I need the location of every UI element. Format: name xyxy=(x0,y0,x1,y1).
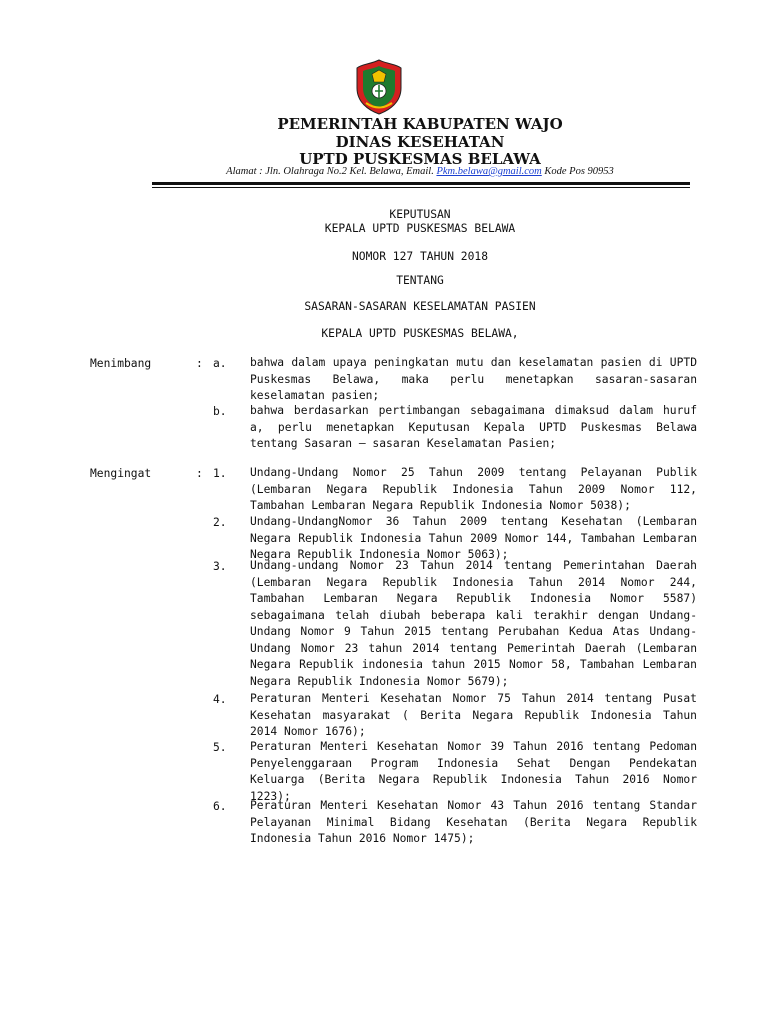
mengingat-item: Undang-Undang Nomor 25 Tahun 2009 tentang Pelayanan Publik (Lembaran Negara Republik Indonesia Tahun 2009 Nomor 112, Tambahan Lembaran Negara Republik Indonesia Nomor 5038); xyxy=(250,466,697,512)
list-marker: a. xyxy=(213,357,227,370)
decree-heading: KEPUTUSAN xyxy=(389,208,451,221)
mengingat-item: Peraturan Menteri Kesehatan Nomor 39 Tahun 2016 tentang Pedoman Penyelenggaraan Program Indonesia Sehat Dengan Pendekatan Keluarga (Berita Negara Republik Indonesia Tahun 2016 Nomor 1223); xyxy=(250,740,697,803)
menimbang-item: bahwa berdasarkan pertimbangan sebagaimana dimaksud dalam huruf a, perlu menetapkan Keputusan Kepala UPTD Puskesmas Belawa tentang Sasaran – sasaran Keselamatan Pasien; xyxy=(250,404,697,450)
header-address xyxy=(120,166,720,177)
mengingat-label: Mengingat xyxy=(90,467,152,480)
menimbang-colon: : xyxy=(196,357,203,370)
email-link[interactable]: Pkm.belawa@gmail.com xyxy=(436,166,542,177)
list-marker: 6. xyxy=(213,800,227,813)
wajo-regency-emblem-icon xyxy=(354,58,404,116)
mengingat-item: Undang-UndangNomor 36 Tahun 2009 tentang Kesehatan (Lembaran Negara Republik Indonesia Tahun 2009 Nomor 144, Tambahan Lembaran Negara Republik Indonesia Nomor 5063); xyxy=(250,515,697,561)
decree-number: NOMOR 127 TAHUN 2018 xyxy=(351,250,489,263)
address-suffix: Kode Pos 90953 xyxy=(541,166,614,177)
list-marker: 5. xyxy=(213,741,227,754)
mengingat-item: Undang-undang Nomor 23 Tahun 2014 tentang Pemerintahan Daerah (Lembaran Negara Republik Indonesia Tahun 2014 Nomor 244, Tambahan Lembaran Negara Republik Indonesia Nomor 5587) sebagaimana telah diubah beberapa kali terakhir dengan Undang-Undang Nomor 9 Tahun 2015 tentang Perubahan Kedua Atas Undang-Undang Nomor 23 tahun 2014 tentang Pemerintah Daerah (Lembaran Negara Republik indonesia tahun 2015 Nomor 58, Tambahan Lembaran Negara Republik Indonesia Nomor 5679); xyxy=(250,559,697,688)
header-divider-thick xyxy=(152,182,690,185)
menimbang-item: bahwa dalam upaya peningkatan mutu dan keselamatan pasien di UPTD Puskesmas Belawa, maka perlu menetapkan sasaran-sasaran keselamatan pasien; xyxy=(250,356,697,402)
list-marker: b. xyxy=(213,405,227,418)
decree-about-label: TENTANG xyxy=(396,274,444,287)
decree-subject: SASARAN-SASARAN KESELAMATAN PASIEN xyxy=(304,300,536,313)
mengingat-colon: : xyxy=(196,467,203,480)
header-agency-name: DINAS KESEHATAN xyxy=(335,133,505,151)
header-unit-name: UPTD PUSKESMAS BELAWA xyxy=(299,150,541,168)
mengingat-item: Peraturan Menteri Kesehatan Nomor 75 Tahun 2014 tentang Pusat Kesehatan masyarakat ( Berita Negara Republik Indonesia Tahun 2014 Nomor 1676); xyxy=(250,692,697,738)
list-marker: 4. xyxy=(213,693,227,706)
decree-signatory: KEPALA UPTD PUSKESMAS BELAWA, xyxy=(321,327,519,340)
list-marker: 2. xyxy=(213,516,227,529)
decree-issuer: KEPALA UPTD PUSKESMAS BELAWA xyxy=(324,222,516,235)
header-government-name: PEMERINTAH KABUPATEN WAJO xyxy=(277,115,563,133)
menimbang-label: Menimbang xyxy=(90,357,152,370)
mengingat-item: Peraturan Menteri Kesehatan Nomor 43 Tahun 2016 tentang Standar Pelayanan Minimal Bidang Kesehatan (Berita Negara Republik Indonesia Tahun 2016 Nomor 1475); xyxy=(250,799,697,845)
list-marker: 3. xyxy=(213,560,227,573)
list-marker: 1. xyxy=(213,467,227,480)
address-prefix: Alamat : Jln. Olahraga No.2 Kel. Belawa, Email. xyxy=(226,166,437,177)
header-divider-thin xyxy=(152,187,690,188)
